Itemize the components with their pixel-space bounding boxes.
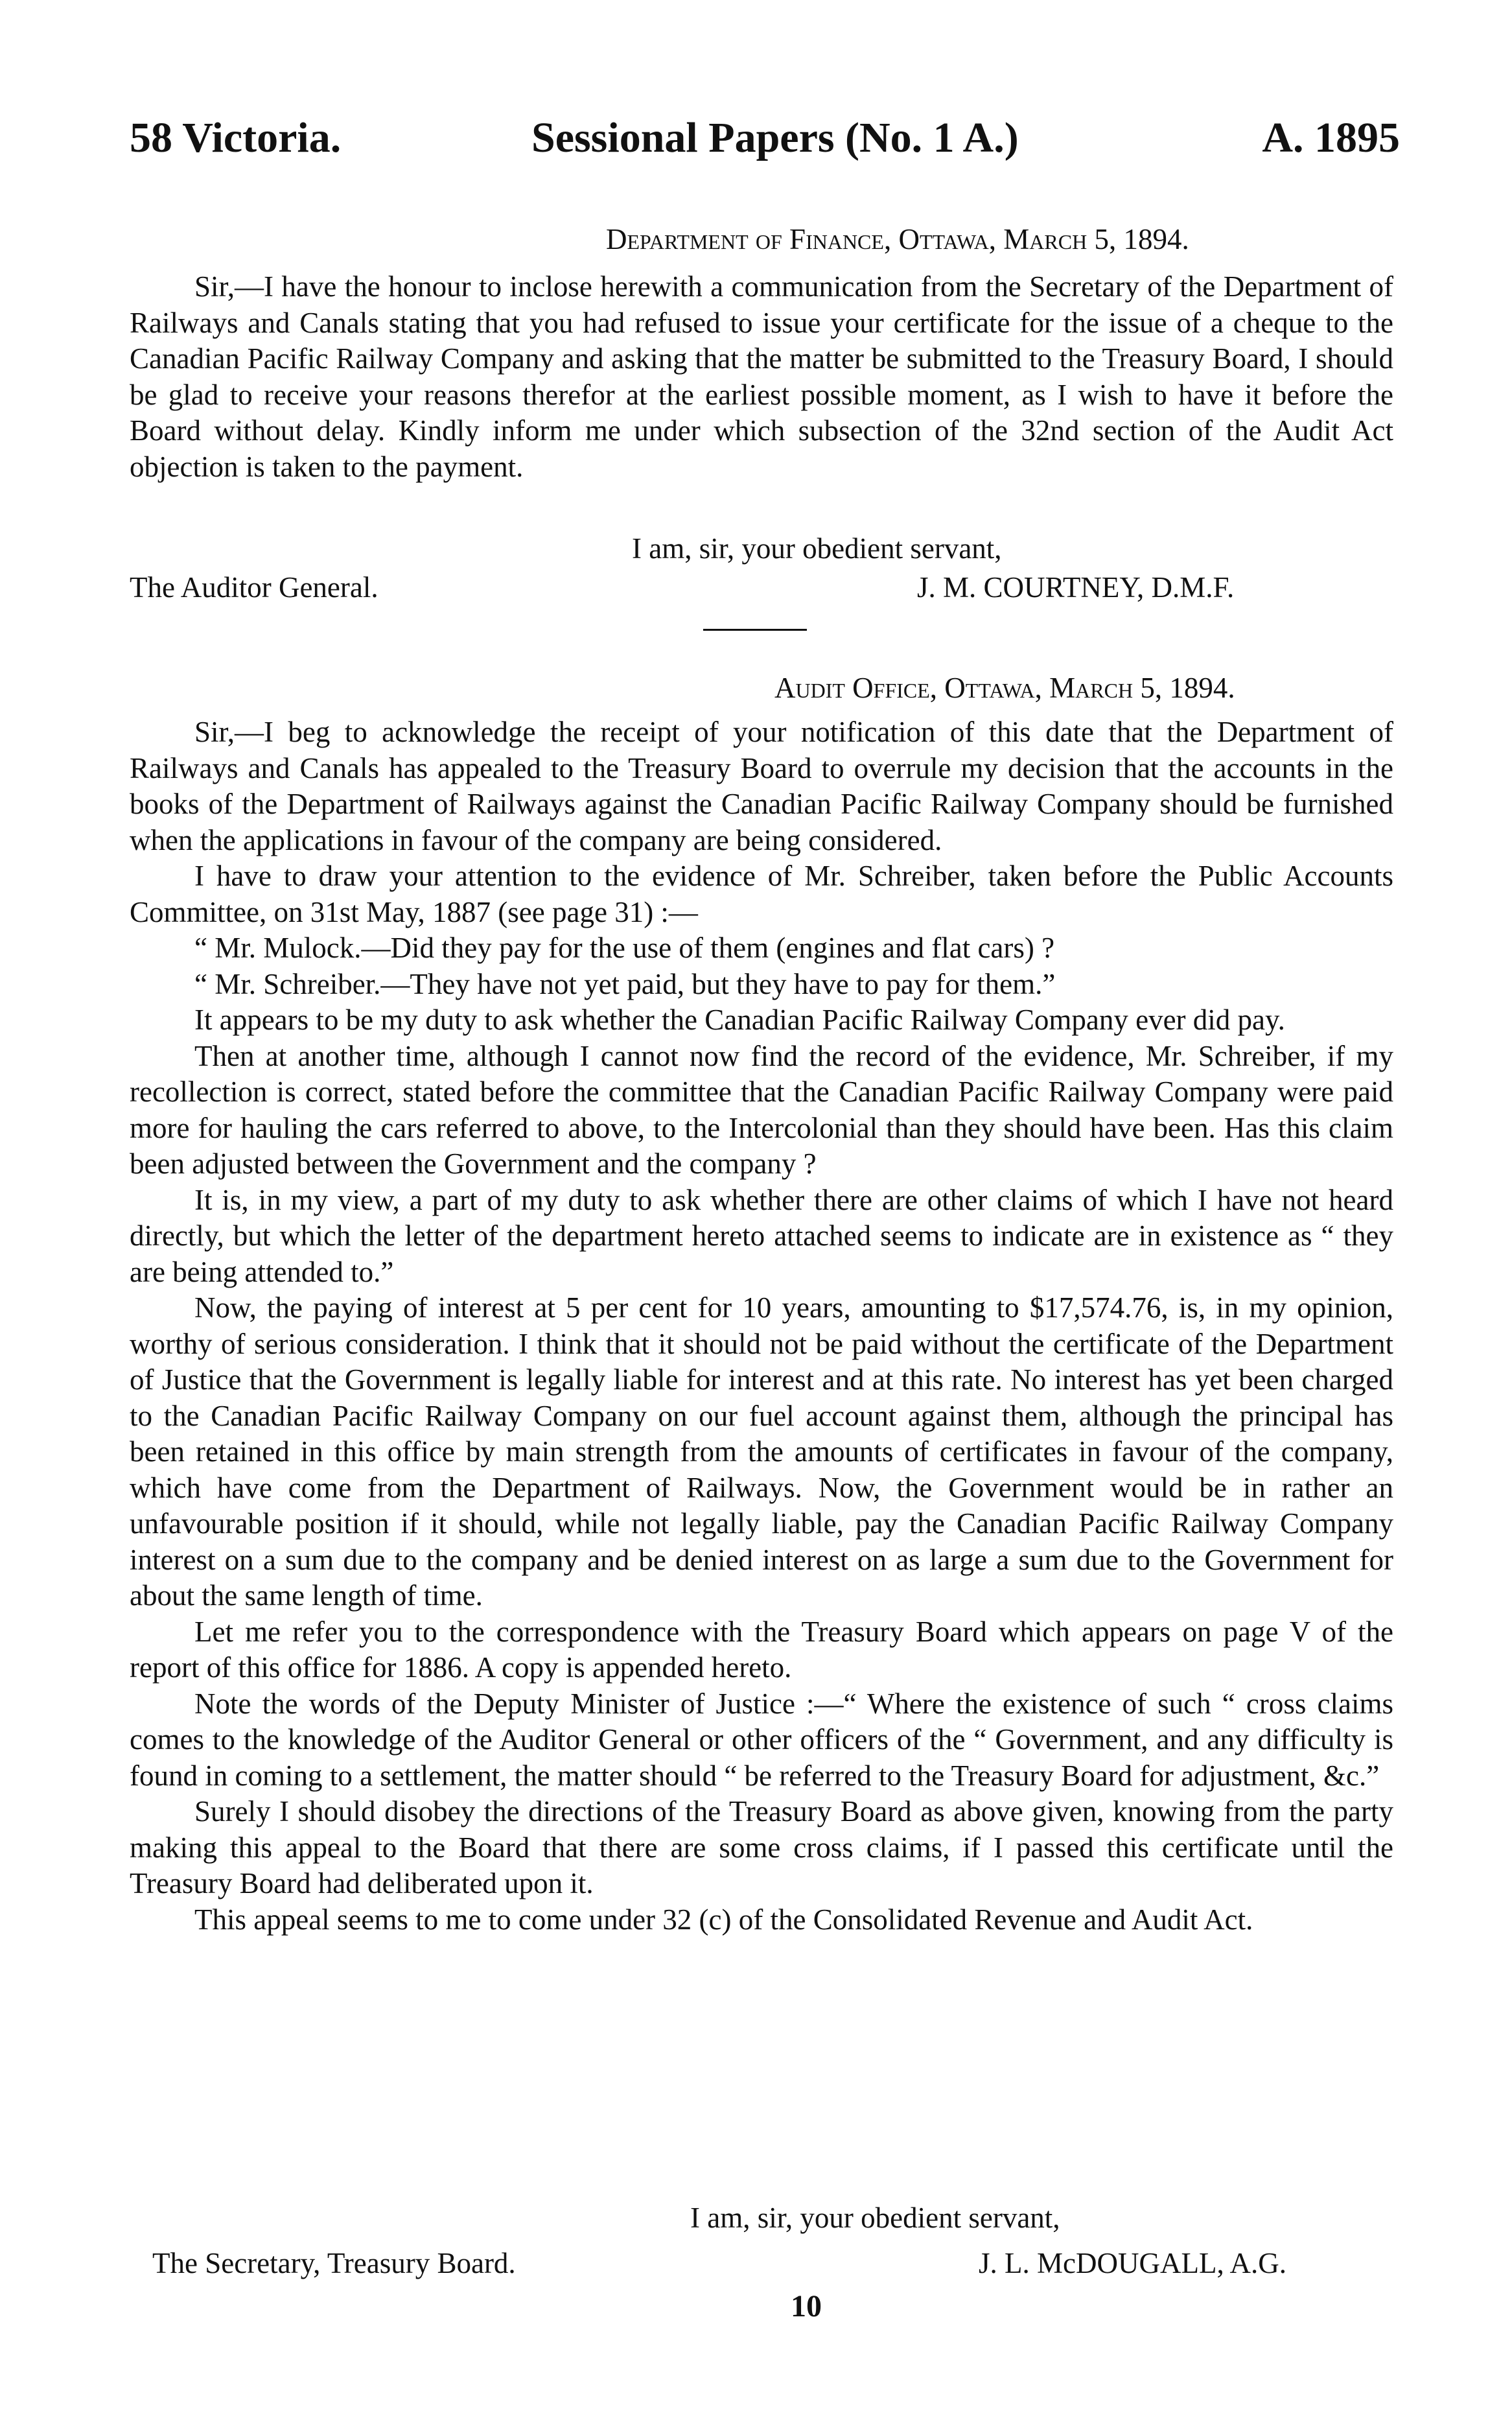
- letter2-paragraph: Let me refer you to the correspondence with the Treasury Board which appears on page V of the report of this office for 1886. A copy is appended hereto.: [130, 1615, 1393, 1684]
- letter2-paragraph: It is, in my view, a part of my duty to ask whether there are other claims of which I have not heard directly, but which the letter of the department hereto attached seems to indicate are in existence as “ they are being attended to.”: [130, 1183, 1393, 1288]
- letter1-body: [130, 269, 1393, 485]
- letter2-paragraph: This appeal seems to me to come under 32 (c) of the Consolidated Revenue and Audit Act.: [194, 1903, 1253, 1936]
- letter2-paragraph: Now, the paying of interest at 5 per cent for 10 years, amounting to $17,574.76, is, in my opinion, worthy of serious consideration. I think that it should not be paid without the certificate of the Department of Justice that the Government is legally liable for interest and at this rate. No interest has yet been charged to the Canadian Pacific Railway Company on our fuel account against them, although the principal has been retained in this office by main strength from the amounts of certificates in favour of the company, which have come from the Department of Railways. Now, the Government would be in rather an unfavourable position if it should, while not legally liable, pay the Canadian Pacific Railway Company interest on a sum due to the company and be denied interest on as large a sum due to the Government for about the same length of time.: [130, 1291, 1393, 1612]
- running-header: [130, 113, 1400, 165]
- letter2-quote: “ Mr. Mulock.—Did they pay for the use of them (engines and flat cars) ?: [194, 932, 1055, 964]
- letter1-paragraph: Sir,—I have the honour to inclose herewith a communication from the Secretary of the Department of Railways and Canals stating that you had refused to issue your certificate for the issue of a cheque to the Canadian Pacific Railway Company and asking that the matter be submitted to the Treasury Board, I should be glad to receive your reasons therefor at the earliest possible moment, as I wish to have it before the Board without delay. Kindly inform me under which subsection of the 32nd section of the Audit Act objection is taken to the payment.: [130, 270, 1393, 483]
- header-session: 58 Victoria.: [130, 114, 342, 161]
- letter1-signature: J. M. COURTNEY, D.M.F.: [917, 571, 1235, 604]
- letter2-paragraph: Surely I should disobey the directions of the Treasury Board as above given, knowing from the party making this appeal to the Board that there are some cross claims, if I passed this certificate until the Treasury Board had deliberated upon it.: [130, 1795, 1393, 1899]
- letter2-addressee: The Secretary, Treasury Board.: [152, 2247, 516, 2279]
- letter2-paragraph: Sir,—I beg to acknowledge the receipt of your notification of this date that the Department of Railways and Canals has appealed to the Treasury Board to overrule my decision that the accounts in the books of the Department of Railways against the Canadian Pacific Railway Company should be furnished when the applications in favour of the company are being considered.: [130, 716, 1393, 856]
- section-divider: [703, 629, 807, 631]
- letter2-quote: “ Mr. Schreiber.—They have not yet paid, but they have to pay for them.”: [194, 967, 1056, 1000]
- letter2-paragraph: Note the words of the Deputy Minister of Justice :—“ Where the existence of such “ cross claims comes to the knowledge of the Auditor General or other officers of the “ Government, and any difficulty is found in coming to a settlement, the matter should “ be referred to the Treasury Board for adjustment, &c.”: [130, 1687, 1393, 1792]
- header-year: A. 1895: [1262, 114, 1400, 161]
- letter2-signature: J. L. McDOUGALL, A.G.: [979, 2247, 1286, 2279]
- letter1-addressee: The Auditor General.: [130, 571, 378, 604]
- letter2-dateline: Audit Office, Ottawa, March 5, 1894.: [774, 672, 1235, 704]
- page-number: 10: [791, 2289, 822, 2323]
- letter2-paragraph: I have to draw your attention to the evidence of Mr. Schreiber, taken before the Public Accounts Committee, on 31st May, 1887 (see page 31) :—: [130, 860, 1393, 928]
- letter1-closing: I am, sir, your obedient servant,: [632, 532, 1002, 565]
- letter2-body: [130, 714, 1393, 1938]
- letter1-dateline: Department of Finance, Ottawa, March 5, 1894.: [606, 223, 1189, 255]
- letter2-closing: I am, sir, your obedient servant,: [690, 2202, 1060, 2234]
- letter2-paragraph: Then at another time, although I cannot now find the record of the evidence, Mr. Schreiber, if my recollection is correct, stated before the committee that the Canadian Pacific Railway Company were paid more for hauling the cars referred to above, to the Intercolonial than they should have been. Has this claim been adjusted between the Government and the company ?: [130, 1039, 1393, 1180]
- letter2-paragraph: It appears to be my duty to ask whether the Canadian Pacific Railway Company ever did pay.: [194, 1004, 1285, 1036]
- header-title: Sessional Papers (No. 1 A.): [531, 114, 1019, 161]
